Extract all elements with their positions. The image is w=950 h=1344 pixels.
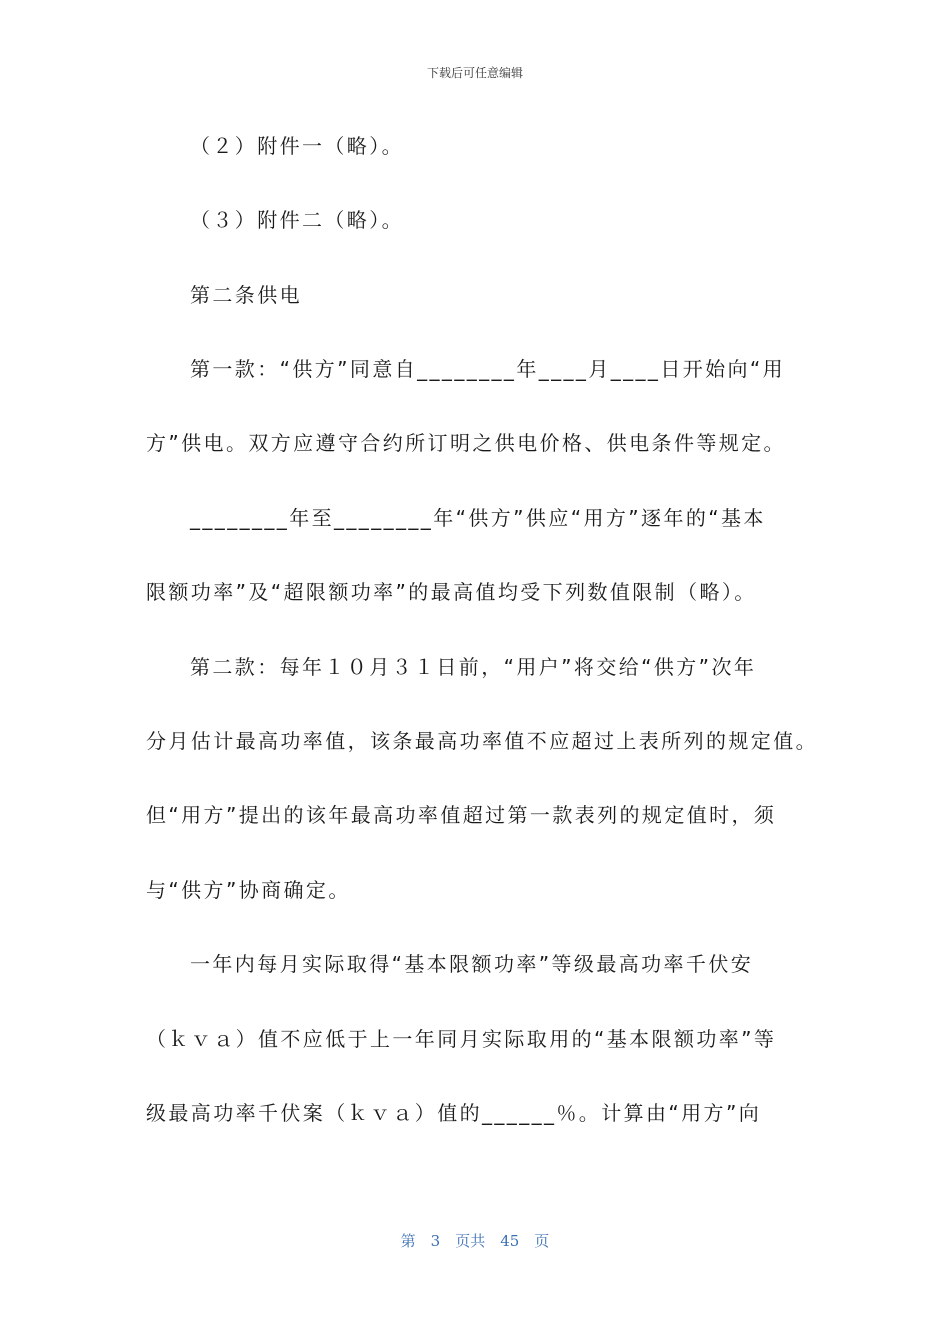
text-line-10: 但“用方”提出的该年最高功率值超过第一款表列的规定值时，须 [146, 803, 777, 827]
text-line-12: 一年内每月实际取得“基本限额功率”等级最高功率千伏安 [190, 952, 754, 976]
page-footer: 第 3 页共 45 页 [400, 1232, 550, 1250]
text-line-4: 第一款：“供方”同意自________年____月____日开始向“用 [190, 357, 786, 381]
text-line-9: 分月估计最高功率值，该条最高功率值不应超过上表所列的规定值。 [146, 729, 818, 753]
text-line-6: ________年至________年“供方”供应“用方”逐年的“基本 [190, 506, 766, 530]
text-line-14: 级最高功率千伏案（ｋｖａ）值的______％。计算由“用方”向 [146, 1101, 762, 1125]
text-line-11: 与“供方”协商确定。 [146, 878, 351, 902]
text-line-5: 方”供电。双方应遵守合约所订明之供电价格、供电条件等规定。 [146, 431, 786, 455]
text-line-1: （２）附件一（略）。 [190, 134, 404, 158]
text-line-8: 第二款：每年１０月３１日前，“用户”将交给“供方”次年 [190, 655, 757, 679]
page-header: 下载后可任意编辑 [426, 66, 523, 80]
section-heading: 第二条供电 [190, 283, 302, 307]
text-line-13: （ｋｖａ）值不应低于上一年同月实际取用的“基本限额功率”等 [146, 1027, 777, 1051]
text-line-7: 限额功率”及“超限额功率”的最高值均受下列数值限制（略）。 [146, 580, 757, 604]
text-line-2: （３）附件二（略）。 [190, 208, 404, 232]
